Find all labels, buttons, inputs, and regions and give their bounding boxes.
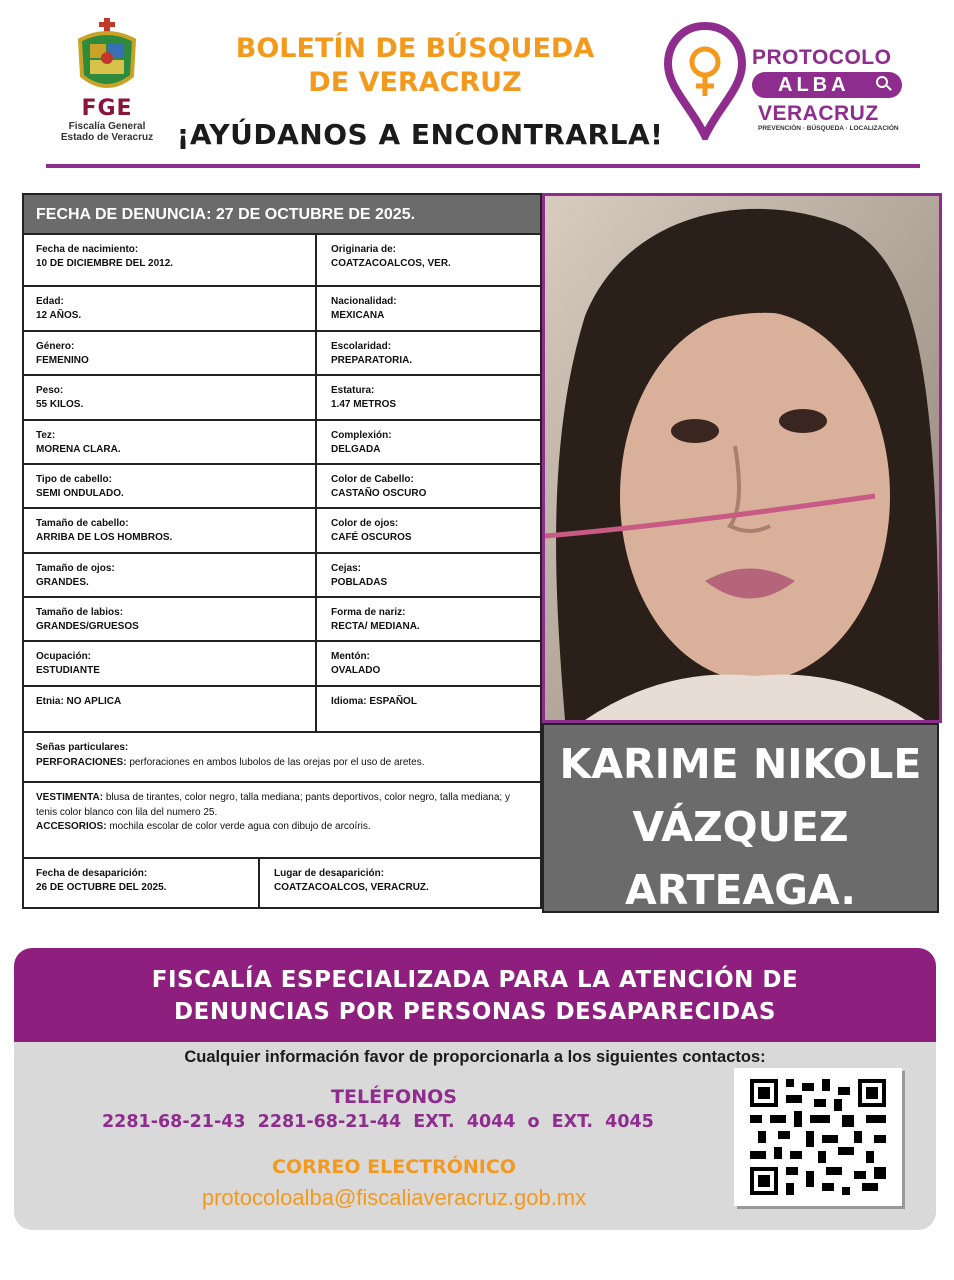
- clothing-text: blusa de tirantes, color negro, talla mediana; pants deportivos, color negro, talla mediana; y tenis color blanco con lila del numero 25.: [36, 792, 510, 818]
- fge-letters: FGE: [81, 96, 133, 121]
- detail-value: ARRIBA DE LOS HOMBROS.: [36, 532, 173, 543]
- detail-cell: [317, 465, 540, 507]
- detail-cell: [24, 509, 317, 552]
- detail-cell: [317, 376, 540, 419]
- detail-label: Tamaño de ojos:: [36, 563, 115, 574]
- alba-tagline: PREVENCIÓN · BÚSQUEDA · LOCALIZACIÓN: [758, 125, 899, 132]
- detail-label: Color de Cabello:: [331, 474, 414, 485]
- table-row: [24, 287, 540, 332]
- detail-cell: [24, 332, 317, 374]
- protocolo-alba-logo: [662, 22, 912, 142]
- fge-subtitle-1: Fiscalía General: [68, 121, 146, 132]
- detail-label: Complexión:: [331, 430, 392, 441]
- veracruz-coat-of-arms-icon: [72, 18, 142, 96]
- detail-label: Fecha de desaparición:: [36, 868, 148, 879]
- detail-label: Tipo de cabello:: [36, 474, 112, 485]
- table-row: [24, 554, 540, 598]
- detail-cell: [317, 642, 540, 685]
- detail-label: Mentón:: [331, 651, 370, 662]
- detail-cell: [317, 687, 540, 731]
- detail-value: 12 AÑOS.: [36, 310, 82, 321]
- detail-cell: [317, 421, 540, 463]
- accessories-text: mochila escolar de color verde agua con dibujo de arcoíris.: [106, 821, 371, 832]
- phone-numbers[interactable]: 2281-68-21-43 2281-68-21-44 EXT. 4044 o EXT. 4045: [102, 1112, 654, 1132]
- detail-label: Tamaño de cabello:: [36, 518, 129, 529]
- detail-value: 26 DE OCTUBRE DEL 2025.: [36, 882, 167, 893]
- table-row: [24, 859, 540, 907]
- distinguishing-marks: [24, 733, 540, 783]
- banner-line-1: FISCALÍA ESPECIALIZADA PARA LA ATENCIÓN DE: [151, 967, 799, 993]
- detail-cell: [24, 235, 317, 285]
- qr-code[interactable]: [734, 1068, 902, 1206]
- detail-value: CAFÉ OSCUROS: [331, 532, 412, 543]
- table-row: [24, 642, 540, 687]
- detail-cell: [24, 376, 317, 419]
- detail-label: Peso:: [36, 385, 64, 396]
- alba-protocolo-text: PROTOCOLO: [752, 46, 892, 69]
- detail-value: 55 KILOS.: [36, 399, 84, 410]
- detail-label: Originaria de:: [331, 244, 397, 255]
- person-details-table: [22, 193, 542, 909]
- detail-label: Estatura:: [331, 385, 375, 396]
- table-row: [24, 376, 540, 421]
- magnifier-icon: [876, 76, 888, 88]
- detail-value: COATZACOALCOS, VERACRUZ.: [274, 882, 429, 893]
- detail-cell: [317, 598, 540, 640]
- disappearance-place: [260, 859, 540, 907]
- detail-label: Género:: [36, 341, 75, 352]
- bulletin-title: [175, 32, 655, 100]
- agency-banner: [14, 948, 936, 1044]
- detail-value: MEXICANA: [331, 310, 385, 321]
- fge-subtitle-2: Estado de Veracruz: [60, 132, 154, 143]
- detail-value: OVALADO: [331, 665, 381, 676]
- table-row: [24, 509, 540, 554]
- detail-label: Ocupación:: [36, 651, 92, 662]
- detail-cell: [317, 554, 540, 596]
- alba-veracruz-text: VERACRUZ: [758, 102, 879, 125]
- detail-cell: [24, 642, 317, 685]
- detail-value: ESTUDIANTE: [36, 665, 100, 676]
- table-row: [24, 687, 540, 733]
- report-date: FECHA DE DENUNCIA: 27 DE OCTUBRE DE 2025.: [24, 195, 540, 235]
- table-row: [24, 598, 540, 642]
- detail-cell: [24, 687, 317, 731]
- table-row: [24, 465, 540, 509]
- disappearance-date: [24, 859, 260, 907]
- detail-cell: [317, 235, 540, 285]
- alba-pill: [752, 72, 902, 98]
- detail-value: DELGADA: [331, 444, 381, 455]
- detail-label: Tamaño de labios:: [36, 607, 124, 618]
- marks-key: PERFORACIONES:: [36, 756, 127, 768]
- contact-section: [14, 1042, 936, 1230]
- detail-cell: [317, 509, 540, 552]
- missing-person-name: [542, 723, 939, 913]
- header-divider: [46, 164, 920, 168]
- table-row: [24, 235, 540, 287]
- detail-value: FEMENINO: [36, 355, 89, 366]
- name-line-1: KARIME NIKOLE: [559, 740, 922, 788]
- detail-value: PREPARATORIA.: [331, 355, 413, 366]
- detail-value: SEMI ONDULADO.: [36, 488, 124, 499]
- banner-line-2: DENUNCIAS POR PERSONAS DESAPARECIDAS: [174, 999, 776, 1025]
- name-line-3: ARTEAGA.: [625, 866, 856, 913]
- table-row: [24, 332, 540, 376]
- missing-person-photo: [542, 193, 942, 723]
- detail-cell: [24, 554, 317, 596]
- detail-cell: [24, 598, 317, 640]
- contact-instructions: Cualquier información favor de proporcionarla a los siguientes contactos:: [184, 1048, 766, 1066]
- detail-label: Escolaridad:: [331, 341, 392, 352]
- detail-value: MORENA CLARA.: [36, 444, 121, 455]
- detail-label: Fecha de nacimiento:: [36, 244, 139, 255]
- detail-label: Tez:: [36, 430, 56, 441]
- email-address[interactable]: protocoloalba@fiscaliaveracruz.gob.mx: [201, 1185, 587, 1210]
- clothing-section: [24, 783, 540, 859]
- detail-cell: [24, 421, 317, 463]
- detail-value: GRANDES.: [36, 577, 89, 588]
- detail-label: Idioma: ESPAÑOL: [331, 696, 417, 707]
- clothing-key: VESTIMENTA:: [36, 792, 104, 803]
- detail-value: RECTA/ MEDIANA.: [331, 621, 420, 632]
- detail-label: Nacionalidad:: [331, 296, 397, 307]
- detail-value: CASTAÑO OSCURO: [331, 488, 427, 499]
- detail-label: Etnia: NO APLICA: [36, 696, 122, 707]
- qr-code-icon: [750, 1078, 886, 1196]
- detail-label: Lugar de desaparición:: [274, 868, 385, 879]
- detail-value: COATZACOALCOS, VER.: [331, 258, 451, 269]
- detail-label: Cejas:: [331, 563, 362, 574]
- bulletin-title-line-1: BOLETÍN DE BÚSQUEDA: [235, 33, 595, 64]
- detail-cell: [24, 287, 317, 330]
- accessories-key: ACCESORIOS:: [36, 821, 107, 832]
- name-line-2: VÁZQUEZ: [632, 803, 849, 851]
- fge-logo: [52, 18, 162, 153]
- marks-label: Señas particulares:: [36, 742, 129, 753]
- portrait-image: [545, 196, 939, 720]
- help-us-heading: ¡AYÚDANOS A ENCONTRARLA!: [176, 118, 664, 151]
- alba-text: ALBA: [778, 74, 850, 96]
- detail-cell: [317, 332, 540, 374]
- detail-cell: [317, 287, 540, 330]
- detail-value: GRANDES/GRUESOS: [36, 621, 139, 632]
- email-heading: CORREO ELECTRÓNICO: [272, 1156, 516, 1178]
- marks-text: perforaciones en ambos lubolos de las orejas por el uso de aretes.: [126, 756, 425, 768]
- detail-label: Forma de nariz:: [331, 607, 406, 618]
- detail-value: 10 DE DICIEMBRE DEL 2012.: [36, 258, 174, 269]
- phones-heading: TELÉFONOS: [331, 1086, 457, 1108]
- location-pin-icon: [662, 22, 748, 140]
- detail-label: Edad:: [36, 296, 64, 307]
- bulletin-title-line-2: DE VERACRUZ: [308, 67, 522, 98]
- detail-label: Color de ojos:: [331, 518, 399, 529]
- table-row: [24, 421, 540, 465]
- detail-value: 1.47 METROS: [331, 399, 397, 410]
- detail-value: POBLADAS: [331, 577, 388, 588]
- detail-cell: [24, 465, 317, 507]
